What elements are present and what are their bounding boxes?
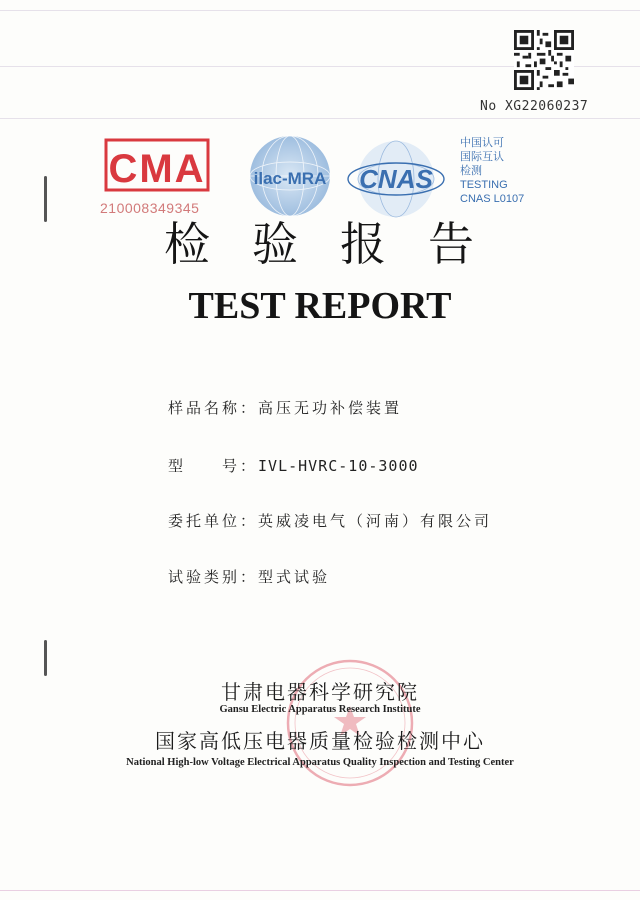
field-label: 型 号：	[168, 457, 259, 475]
center-name-chinese: 国家高低压电器质量检验检测中心	[155, 729, 485, 753]
institute-name-chinese: 甘肃电器科学研究院	[221, 680, 419, 704]
cma-number: 210008349345	[100, 200, 200, 216]
field-value: IVL-HVRC-10-3000	[258, 457, 419, 475]
field-test-type	[168, 566, 330, 587]
institute-name-english: Gansu Electric Apparatus Research Institute	[219, 704, 421, 715]
cnas-text-line: 检测	[460, 165, 482, 177]
title-english: TEST REPORT	[188, 285, 452, 327]
field-label: 试验类别：	[168, 568, 259, 586]
center-name-english: National High-low Voltage Electrical Apparatus Quality Inspection and Testing Center	[126, 757, 514, 768]
qr-code-icon	[514, 30, 574, 90]
cnas-text-line: TESTING	[460, 179, 508, 191]
field-sample-name	[168, 397, 402, 418]
field-client	[168, 510, 492, 531]
cnas-text-line: CNAS L0107	[460, 193, 525, 205]
title-chinese: 检验报告	[164, 217, 516, 271]
cnas-text-line: 国际互认	[460, 151, 504, 163]
field-value: 高压无功补偿装置	[258, 399, 403, 417]
report-number: No XG22060237	[480, 99, 589, 114]
ilac-logo-text: ilac-MRA	[253, 169, 327, 188]
cma-logo-text: CMA	[108, 147, 206, 191]
cnas-logo-text: CNAS	[359, 164, 433, 194]
cnas-text-line: 中国认可	[460, 137, 504, 149]
field-model	[168, 455, 419, 476]
cnas-accreditation-text	[460, 136, 524, 206]
field-value: 英威凌电气（河南）有限公司	[258, 512, 493, 530]
scan-edge-mark	[44, 640, 47, 676]
field-value: 型式试验	[258, 568, 331, 586]
field-label: 委托单位：	[168, 512, 259, 530]
field-label: 样品名称：	[168, 399, 259, 417]
